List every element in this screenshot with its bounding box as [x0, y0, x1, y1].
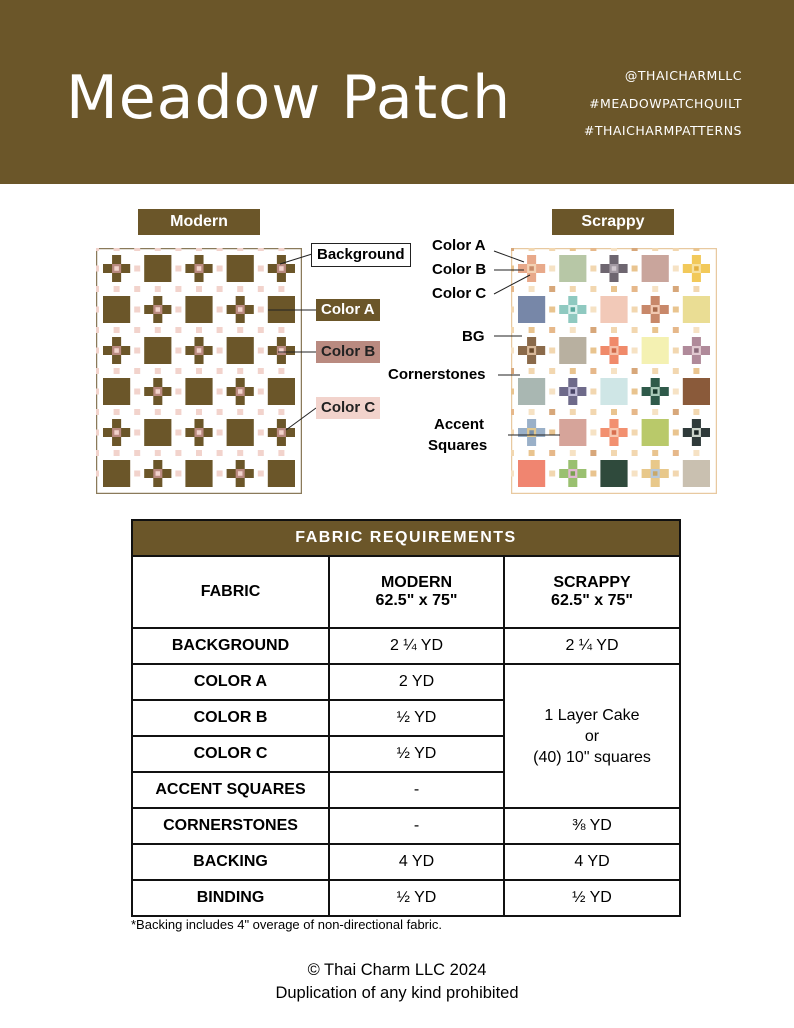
modern-amount: ½ YD [329, 880, 504, 916]
scrappy-merged-amount [504, 664, 680, 808]
table-title: FABRIC REQUIREMENTS [132, 520, 680, 556]
fabric-name: BACKING [132, 844, 329, 880]
copyright: © Thai Charm LLC 2024 [307, 961, 487, 979]
modern-amount: 2 YD [329, 664, 504, 700]
scrappy-merged-line-2: or [584, 727, 600, 745]
fabric-name: COLOR C [132, 736, 329, 772]
modern-amount: ½ YD [329, 700, 504, 736]
scrappy-legend-bg: BG [462, 328, 485, 345]
table-row [132, 808, 680, 844]
scrappy-legend-color-c: Color C [432, 285, 487, 302]
legend-color-c: Color C [316, 397, 380, 419]
modern-label: Modern [138, 209, 260, 235]
col-header-fabric: FABRIC [132, 556, 329, 628]
fabric-name: BINDING [132, 880, 329, 916]
legend-background: Background [311, 243, 411, 267]
fabric-requirements-table [131, 519, 681, 917]
legend-color-a: Color A [316, 299, 380, 321]
table-row [132, 880, 680, 916]
table-row [132, 628, 680, 664]
scrappy-legend-color-b: Color B [432, 261, 487, 278]
scrappy-amount: 2 ¼ YD [504, 628, 680, 664]
fabric-name: ACCENT SQUARES [132, 772, 329, 808]
legend-color-b: Color B [316, 341, 380, 363]
scrappy-legend-accent-1: Accent [434, 416, 485, 433]
scrappy-merged-line-3: (40) 10" squares [533, 748, 651, 766]
modern-amount: 2 ¼ YD [329, 628, 504, 664]
scrappy-label: Scrappy [552, 209, 674, 235]
fabric-name: CORNERSTONES [132, 808, 329, 844]
col-header-modern [329, 556, 504, 628]
col-header-scrappy-name: SCRAPPY [553, 574, 631, 591]
fabric-name: BACKGROUND [132, 628, 329, 664]
page-title: Meadow Patch [66, 63, 512, 133]
scrappy-merged-line-1: 1 Layer Cake [544, 706, 640, 724]
modern-amount: - [329, 772, 504, 808]
scrappy-legend-cornerstones: Cornerstones [388, 366, 486, 383]
tag-quilt: #MEADOWPATCHQUILT [589, 95, 742, 111]
tag-patterns: #THAICHARMPATTERNS [583, 123, 742, 138]
table-row [132, 844, 680, 880]
modern-amount: - [329, 808, 504, 844]
col-header-scrappy-size: 62.5" x 75" [551, 592, 633, 609]
tag-instagram: @THAICHARMLLC [624, 68, 742, 83]
modern-amount: ½ YD [329, 736, 504, 772]
scrappy-amount: ½ YD [504, 880, 680, 916]
fabric-name: COLOR B [132, 700, 329, 736]
fabric-name: COLOR A [132, 664, 329, 700]
col-header-modern-name: MODERN [380, 574, 453, 591]
col-header-modern-size: 62.5" x 75" [375, 592, 458, 609]
backing-footnote: *Backing includes 4" overage of non-directional fabric. [131, 917, 443, 932]
scrappy-legend-color-a: Color A [432, 237, 486, 254]
scrappy-amount: 4 YD [504, 844, 680, 880]
modern-amount: 4 YD [329, 844, 504, 880]
scrappy-legend-accent-2: Squares [428, 437, 488, 454]
scrappy-amount: ⅜ YD [504, 808, 680, 844]
duplication-notice: Duplication of any kind prohibited [275, 984, 519, 1002]
table-row [132, 664, 680, 700]
col-header-scrappy [504, 556, 680, 628]
